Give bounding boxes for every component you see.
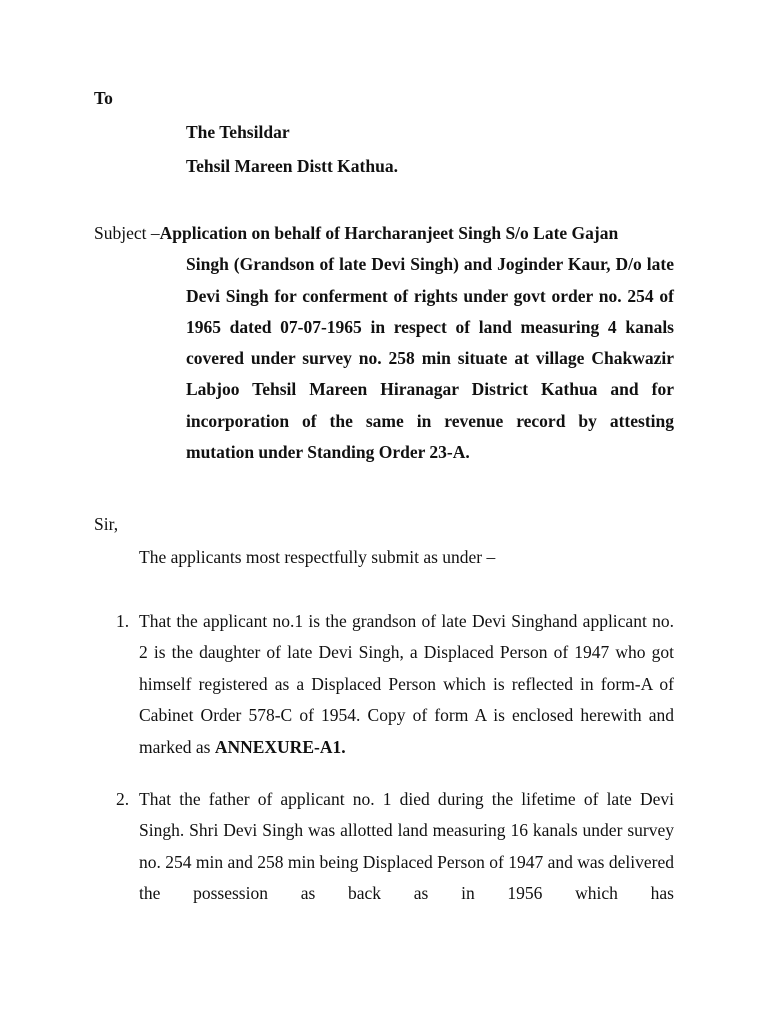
- subject-text: Singh (Grandson of late Devi Singh) and Joginder Kaur, D/o late Devi Singh for conferment of rights under govt order no. 254 of 1965 dated 07-07-1965 in respect of land measuring 4 kanals covered under survey no. 258 min situate at village Chakwazir Labjoo Tehsil Mareen Hiranagar District Kathua and for incorporation of the same in revenue record by attesting mutation under Standing Order 23-A.: [186, 254, 674, 463]
- addressee-office: Tehsil Mareen Distt Kathua.: [186, 156, 398, 176]
- paragraph-1-text: That the applicant no.1 is the grandson of late Devi Singhand applicant no. 2 is the daughter of late Devi Singh, a Displaced Person of 1947 who got himself registered as a Displaced Person which is reflected in form-A of Cabinet Order 578-C of 1954. Copy of form A is enclosed herewith and marked as: [139, 611, 674, 757]
- intro-text: The applicants most respectfully submit as under –: [139, 547, 496, 567]
- annexure-reference: ANNEXURE-A1.: [214, 736, 346, 757]
- subject-line: [94, 218, 618, 249]
- to-label: To: [94, 88, 113, 108]
- salutation: Sir,: [94, 514, 119, 534]
- addressee-title: The Tehsildar: [186, 122, 290, 142]
- paragraph-number-1: 1.: [116, 611, 130, 631]
- paragraph-2: That the father of applicant no. 1 died during the lifetime of late Devi Singh. Shri Devi Singh was allotted land measuring 16 kanals under survey no. 254 min and 258 min being Displaced Person of 1947 and was delivered the possession as back as in 1956 which has: [139, 789, 674, 904]
- subject-lead-text: Application on behalf of Harcharanjeet Singh S/o Late Gajan: [159, 223, 619, 243]
- paragraph-1: [139, 606, 674, 763]
- paragraph-number-2: 2.: [116, 789, 130, 809]
- subject-label: Subject –: [94, 223, 160, 243]
